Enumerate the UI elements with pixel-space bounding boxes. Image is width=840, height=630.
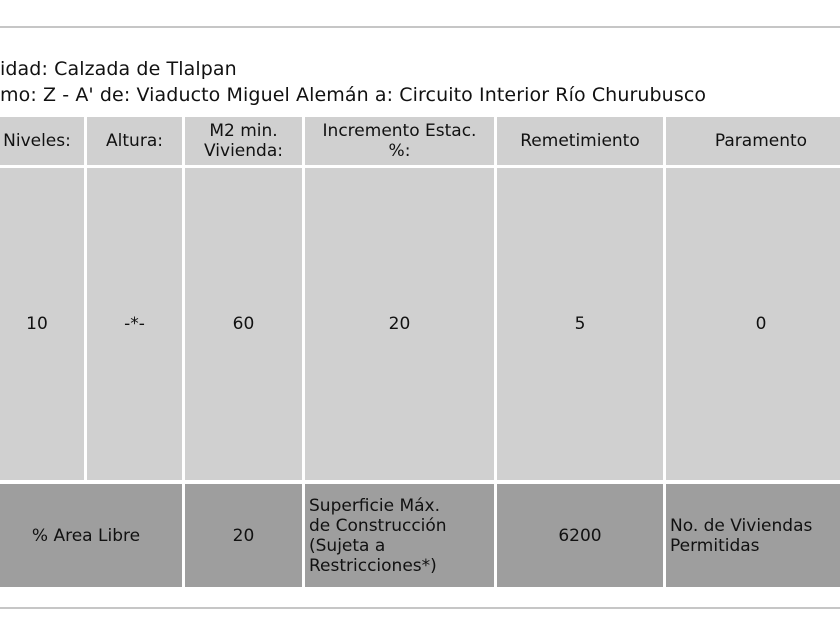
value-altura: -*- xyxy=(87,168,182,480)
superficie-maxima-label xyxy=(305,484,494,587)
header-incremento-line1: Incremento Estac. xyxy=(322,121,477,141)
value-paramento: 0 xyxy=(666,168,840,480)
superficie-line3: (Sujeta a xyxy=(309,535,386,556)
top-divider xyxy=(0,26,840,28)
viviendas-permitidas-label xyxy=(666,484,840,587)
viviendas-line1: No. de Viviendas xyxy=(670,515,813,536)
viviendas-line2: Permitidas xyxy=(670,535,760,556)
value-remetimiento: 5 xyxy=(497,168,663,480)
header-m2-line2: Vivienda: xyxy=(204,141,283,161)
area-libre-value: 20 xyxy=(185,484,302,587)
bottom-divider xyxy=(0,607,840,609)
segment-label: mo: Z - A' de: Viaducto Miguel Alemán a: Circuito Interior Río Churubusco xyxy=(0,84,707,106)
street-label: idad: Calzada de Tlalpan xyxy=(0,58,237,80)
header-paramento: Paramento xyxy=(666,117,840,165)
value-niveles: 10 xyxy=(0,168,84,480)
superficie-line4: Restricciones*) xyxy=(309,555,437,576)
header-niveles: Niveles: xyxy=(0,117,84,165)
superficie-line2: de Construcción xyxy=(309,515,447,536)
header-incremento-estac xyxy=(305,117,494,165)
header-remetimiento: Remetimiento xyxy=(497,117,663,165)
value-incremento: 20 xyxy=(305,168,494,480)
header-m2-min-vivienda xyxy=(185,117,302,165)
value-m2: 60 xyxy=(185,168,302,480)
superficie-maxima-value: 6200 xyxy=(497,484,663,587)
header-m2-line1: M2 min. xyxy=(209,121,278,141)
header-altura: Altura: xyxy=(87,117,182,165)
header-incremento-line2: %: xyxy=(388,141,411,161)
area-libre-label: % Area Libre xyxy=(0,484,182,587)
superficie-line1: Superficie Máx. xyxy=(309,495,440,516)
